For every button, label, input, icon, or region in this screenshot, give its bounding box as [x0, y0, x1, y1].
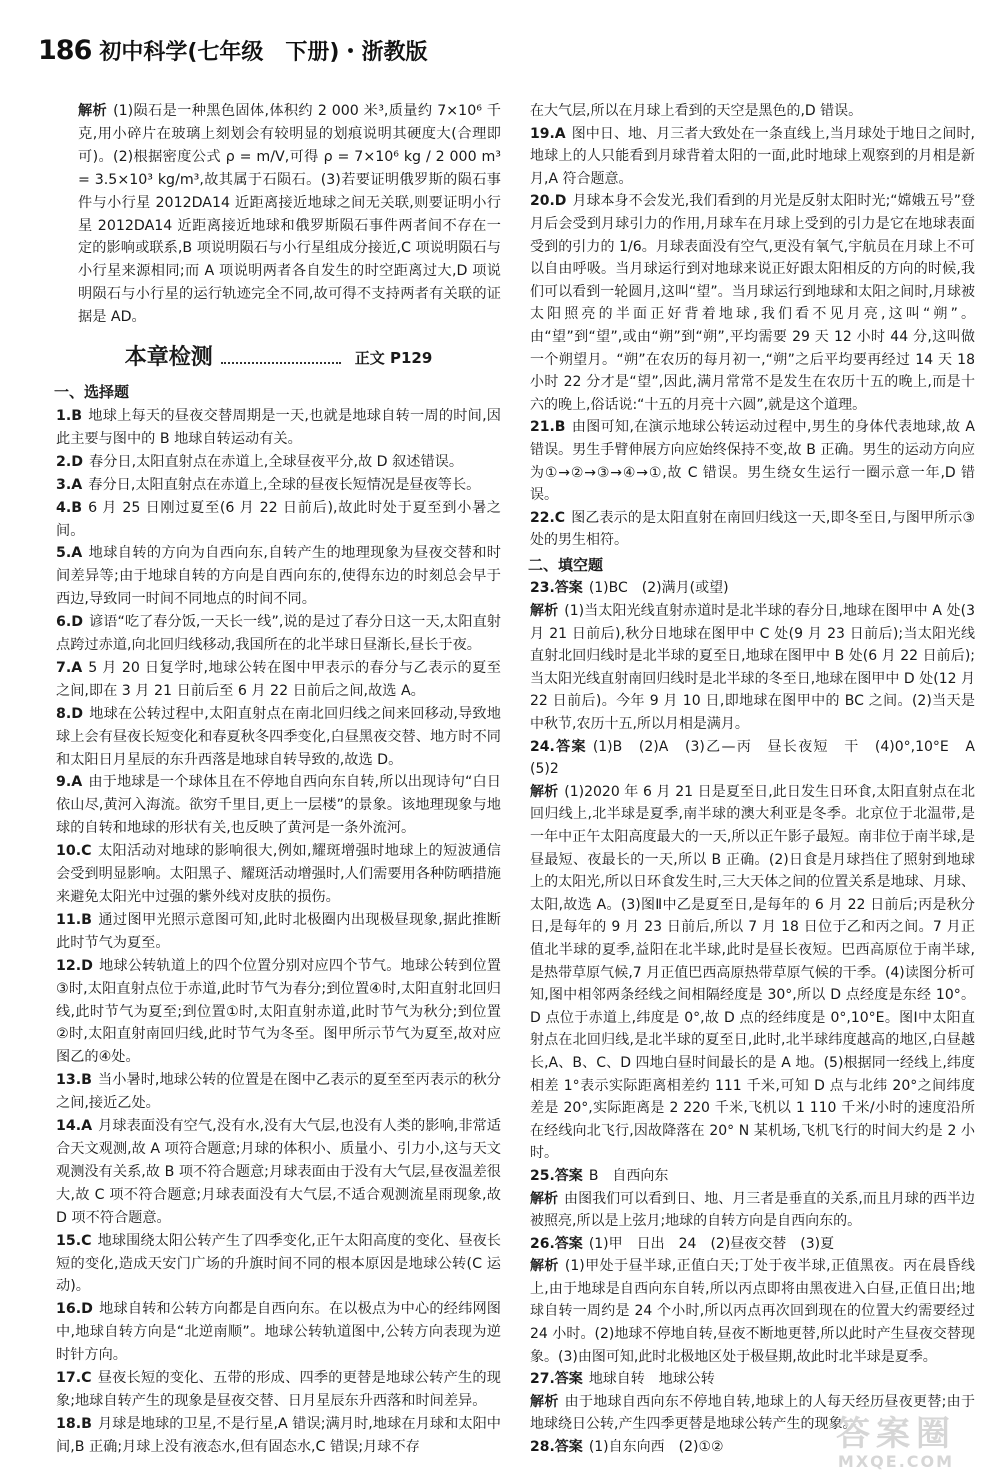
- chapter-ref: 正文 P129: [354, 348, 433, 367]
- answer-text: 地球自转和公转方向都是自西向东。在以极点为中心的经纬网图中,地球自转方向是“北逆南顺”。地球公转轨道图中,公转方向表现为逆时针方向。: [56, 1301, 501, 1364]
- answer-item: [56, 955, 501, 1070]
- analysis-text: 由图我们可以看到日、地、月三者是垂直的关系,而且月球的西半边被照亮,所以是上弦月;地球的自转方向是自西向东的。: [530, 1190, 976, 1230]
- analysis-text: (1)2020 年 6 月 21 日是夏至日,此日发生日环食,太阳直射点在北回归线上,北半球是夏季,南半球的澳大利亚是冬季。北京位于北温带,是一年中正午太阳高度最大的一天,所以正午影子最短。南非位于南半球,是昼最短、夜最长的一天,所以 B 正确。(2)日食是月球挡住了照射到地球上的太阳光,所以日环食发生时,三大天体之间的位置关系是地球、月球、太阳,故选 A。(3)图Ⅱ中乙是夏至日,是每年的 6 月 22 日前后;丙是秋分日,是每年的 9 月 23 日前后,所以 7 月 18 日位于乙和丙之间。7 月正值北半球的夏季,益阳在北半球,此时是昼长夜短。巴西高原位于南半球,是热带草原气候,7 月正值巴西高原热带草原气候的干季。(4)读图分析可知,图中相邻两条经线之间相隔经度是 30°,所以 D 点经度是东经 10°。D 点位于赤道上,纬度是 0°,故 D 点的经纬度是 0°,10°E。图Ⅰ中太阳直射点在北回归线,是北半球的夏至日,此时,北半球纬度越高的地区,白昼越长,A、B、C、D 四地白昼时间最长的是 A 地。(5)根据同一经线上,纬度相差 1°表示实际距离相差约 111 千米,可知 D 点与北纬 20°之间纬度差是 20°,实际距离是 2 220 千米,飞机以 1 110 千米/小时的速度沿所在经线向北飞行,因故降落在 20° N 某机场,飞机飞行的时间大约是 2 小时。: [530, 783, 976, 1162]
- answer-label: 25.答案: [530, 1167, 583, 1184]
- answer-label: 21.B: [530, 419, 566, 436]
- answer-value: (1)B (2)A (3)乙—丙 昼长夜短 干 (4)0°,10°E A (5)2: [530, 738, 989, 778]
- analysis-label: 解析: [530, 1190, 559, 1207]
- answer-text: 6 月 25 日刚过夏至(6 月 22 日前后),故此时处于夏至到小暑之间。: [56, 499, 501, 539]
- answer-item: [56, 1069, 501, 1115]
- answer-text: 春分日,太阳直射点在赤道上,全球的昼夜长短情况是昼夜等长。: [88, 476, 481, 493]
- answer-label: 3.A: [56, 476, 83, 493]
- answer-item: [56, 840, 501, 909]
- answer-label: 15.C: [56, 1232, 92, 1249]
- analysis-text: (1)当太阳光线直射赤道时是北半球的春分日,地球在图甲中 A 处(3 月 21 日前后),秋分日地球在图甲中 C 处(9 月 23 日前后);当太阳光线直射北回归线时是北半球的夏至日,地球在图甲中 B 处(6 月 22 日前后);当太阳光线直射南回归线时是北半球的冬至日,地球在图甲中 D 处(12 月 22 日前后)。今年 9 月 10 日,即地球在图甲中的 BC 之间。(2)当天是中秋节,农历十五,所以月相是满月。: [530, 603, 975, 733]
- fill-answer: [530, 1165, 975, 1188]
- answer-text: 谚语“吃了春分饭,一天长一线”,说的是过了春分日这一天,太阳直射点跨过赤道,向北回归线移动,我国所在的北半球日昼渐长,昼长于夜。: [56, 614, 501, 654]
- answer-item: [56, 542, 501, 611]
- analysis-label: 解析: [530, 603, 559, 620]
- answer-item: [56, 497, 501, 543]
- answer-item: [56, 451, 501, 474]
- answer-label: 5.A: [56, 545, 83, 562]
- answer-text: 通过图甲光照示意图可知,此时北极圈内出现极昼现象,据此推断此时节气为夏至。: [56, 911, 501, 951]
- answer-label: 28.答案: [530, 1439, 583, 1456]
- answer-label: 11.B: [56, 911, 92, 928]
- answer-item: [56, 611, 501, 657]
- choice-answer-list-continued: [530, 100, 975, 552]
- answer-label: 9.A: [56, 774, 83, 791]
- answer-text: 月球本身不会发光,我们看到的月光是反射太阳时光;“嫦娥五号”登月后会受到月球引力的作用,月球车在月球上受到的引力是它在地球表面受到的引力的 1/6。月球表面没有空气,更没有氧气,宇航员在月球上不可以自由呼吸。当月球运行到对地球来说正好跟太阳相反的方向的时候,我们可以看到一轮圆月,这叫“望”。当月球运行到地球和太阳之间时,月球被太阳照亮的半面正好背着地球,我们看不见月亮,这叫“朔”。由“望”到“望”,或由“朔”到“朔”,平均需要 29 天 12 小时 44 分,这叫做一个朔望月。“朔”在农历的每月初一,“朔”之后平均要再经过 14 天 18 小时 22 分才是“望”,因此,满月常常不是发生在农历十五的晚上,而是十六的晚上,俗话说:“十五的月亮十六圆”,就是这个道理。: [530, 193, 975, 413]
- answer-text: 月球表面没有空气,没有水,没有大气层,也没有人类的影响,非常适合天文观测,故 A 项符合题意;月球的体积小、质量小、引力小,这与天文观测没有关系,故 B 项不符合题意;月球表面由于没有大气层,昼夜温差很大,故 C 项不符合题意;月球表面没有大气层,不适合观测流星雨现象,故 D 项不符合题意。: [56, 1118, 501, 1226]
- answer-item: [56, 1298, 501, 1367]
- page-number: 186: [38, 34, 92, 66]
- intro-analysis: [56, 100, 501, 329]
- answer-text: 昼夜长短的变化、五带的形成、四季的更替是地球公转产生的现象;地球自转产生的现象是昼夜交替、日月星辰东升西落和时间差异。: [56, 1370, 501, 1409]
- answer-text: 太阳活动对地球的影响很大,例如,耀斑增强时地球上的短波通信会受到明显影响。太阳黑子、耀斑活动增强时,人们需要用各种防晒措施来避免太阳光中过强的紫外线对皮肤的损伤。: [56, 843, 501, 905]
- answer-label: 17.C: [56, 1370, 92, 1387]
- answer-label: 8.D: [56, 705, 84, 722]
- choice-answer-list: [56, 405, 501, 1459]
- answer-item: [530, 100, 975, 123]
- answer-value: (1)自东向西 (2)①②: [588, 1439, 724, 1456]
- answer-text: 地球围绕太阳公转产生了四季变化,正午太阳高度的变化、昼夜长短的变化,造成天安门广场的升旗时间不同的根本原因是地球公转(C 运动)。: [56, 1232, 501, 1295]
- answer-label: 26.答案: [530, 1235, 583, 1252]
- watermark-sub: MXQE.COM: [837, 1452, 955, 1471]
- answer-item: [530, 123, 975, 191]
- chapter-heading: [56, 341, 501, 375]
- answer-value: (1)甲 日出 24 (2)昼夜交替 (3)夏: [588, 1235, 835, 1252]
- chapter-title: 本章检测: [124, 344, 213, 370]
- answer-text: 地球在公转过程中,太阳直射点在南北回归线之间来回移动,导致地球上会有昼夜长短变化和春夏秋冬四季变化,白昼黑夜交替、地方时不同和太阳日月星辰的东升西落是地球自转导致的,故选 D。: [56, 705, 501, 768]
- answer-label: 24.答案: [530, 738, 587, 755]
- answer-label: 23.答案: [530, 580, 583, 597]
- answer-text: 图中日、地、月三者大致处在一条直线上,当月球处于地日之间时,地球上的人只能看到月球背着太阳的一面,此时地球上观察到的月相是新月,A 符合题意。: [530, 125, 975, 187]
- answer-text: 地球上每天的昼夜交替周期是一天,也就是地球自转一周的时间,因此主要与图中的 B 地球自转运动有关。: [56, 407, 501, 447]
- intro-text: (1)陨石是一种黑色固体,体积约 2 000 米³,质量约 7×10⁶ 千克,用小碎片在玻璃上刻划会有较明显的划痕说明其硬度大(合理即可)。(2)根据密度公式 ρ = m/V,可得 ρ = 7×10⁶ kg / 2 000 m³ = 3.5×10³ kg/m³,故其属于石陨石。(3)若要证明俄罗斯的陨石事件与小行星 2012DA14 近距离接近地球之间无关联,则要证明小行星 2012DA14 近距离接近地球和俄罗斯陨石事件两者间不存在一定的影响或联系,B 项说明陨石与小行星组成分接近,C 项说明陨石与小行星来源相同;而 A 项说明两者各自发生的时空距离过大,D 项说明陨石与小行星的运行轨迹完全不同,故可得不支持两者有关联的证据是 AD。: [78, 103, 501, 326]
- answer-text: 地球自转的方向为自西向东,自转产生的地理现象为昼夜交替和时间差异等;由于地球自转的方向是自西向东的,使得东边的时刻总会早于西边,导致同一时间不同地点的时间不同。: [56, 545, 501, 608]
- answer-item: [56, 1367, 501, 1413]
- fill-analysis: [530, 781, 975, 1165]
- answer-label: 19.A: [530, 125, 566, 142]
- answer-item: [56, 657, 501, 703]
- analysis-label: 解析: [530, 783, 559, 800]
- answer-item: [530, 416, 975, 506]
- answer-text: 5 月 20 日复学时,地球公转在图中甲表示的春分与乙表示的夏至之间,即在 3 月 21 日前后至 6 月 22 日前后之间,故选 A。: [56, 659, 501, 699]
- watermark-logo: [816, 1414, 976, 1472]
- answer-item: [56, 474, 501, 497]
- answer-label: 20.D: [530, 193, 567, 210]
- fill-analysis: [530, 600, 975, 736]
- section-heading-choice: 一、选择题: [54, 383, 130, 402]
- answer-item: [530, 507, 975, 552]
- fill-analysis: [530, 1255, 975, 1368]
- intro-label: 解析: [78, 103, 108, 119]
- fill-answer: [530, 1368, 975, 1391]
- answer-text: 地球公转轨道上的四个位置分别对应四个节气。地球公转到位置③时,太阳直射点位于赤道,此时节气为春分;到位置④时,太阳直射北回归线,此时节气为夏至;到位置①时,太阳直射赤道,此时节气为秋分;到位置②时,太阳直射南回归线,此时节气为冬至。图甲所示节气为夏至,故对应图乙的④处。: [56, 957, 501, 1066]
- analysis-text: 由于地球自西向东不停地自转,地球上的人每天经历昼夜更替;由于地球绕日公转,产生四季更替是地球公转产生的现象。: [530, 1393, 975, 1433]
- fill-answer-list: [530, 577, 989, 1458]
- answer-text: 在大气层,所以在月球上看到的天空是黑色的,D 错误。: [530, 103, 863, 119]
- answer-value: 地球自转 地球公转: [588, 1371, 715, 1388]
- answer-text: 图乙表示的是太阳直射在南回归线这一天,即冬至日,与图甲所示③处的男生相符。: [530, 509, 975, 549]
- answer-label: 6.D: [56, 614, 84, 631]
- right-column: [528, 100, 989, 1459]
- answer-text: 由图可知,在演示地球公转运动过程中,男生的身体代表地球,故 A 错误。男生手臂伸展方向应始终保持不变,故 B 正确。男生的运动方向应为①→②→③→④→①,故 C 错误。男生绕女生运行一圈示意一年,D 错误。: [530, 419, 975, 504]
- analysis-text: (1)甲处于昼半球,正值白天;丁处于夜半球,正值黑夜。丙在晨昏线上,由于地球是自西向东自转,所以丙点即将由黑夜进入白昼,正值日出;地球自转一周约是 24 个小时,所以丙点再次回到现在的位置大约需要经过 24 小时。(2)地球不停地自转,昼夜不断地更替,所以此时产生昼夜交替现象。(3)由图可知,此时北极地区处于极昼期,故此时北半球是夏季。: [530, 1258, 975, 1365]
- answer-label: 1.B: [56, 407, 83, 424]
- fill-answer: [530, 736, 989, 781]
- answer-item: [56, 771, 501, 840]
- answer-text: 月球是地球的卫星,不是行星,A 错误;满月时,地球在月球和太阳中间,B 正确;月球上没有液态水,但有固态水,C 错误;月球不存: [56, 1415, 501, 1455]
- answer-label: 14.A: [56, 1118, 93, 1135]
- answer-text: 当小暑时,地球公转的位置是在图中乙表示的夏至至丙表示的秋分之间,接近乙处。: [56, 1072, 501, 1112]
- page-header: [38, 32, 428, 68]
- answer-label: 7.A: [56, 659, 83, 676]
- fill-answer: [530, 577, 975, 600]
- analysis-label: 解析: [530, 1258, 559, 1275]
- section-heading-fill: 二、填空题: [528, 555, 604, 574]
- answer-label: 27.答案: [530, 1371, 583, 1388]
- answer-label: 18.B: [56, 1415, 92, 1432]
- answer-value: (1)BC (2)满月(或望): [588, 580, 729, 597]
- answer-item: [56, 909, 501, 955]
- answer-label: 10.C: [56, 843, 92, 860]
- fill-analysis: [530, 1188, 975, 1233]
- answer-item: [530, 190, 975, 416]
- analysis-label: 解析: [530, 1393, 559, 1410]
- answer-label: 4.B: [56, 499, 83, 516]
- answer-item: [56, 405, 501, 451]
- answer-label: 22.C: [530, 509, 566, 526]
- answer-item: [56, 703, 501, 772]
- leader-dots: [221, 352, 341, 364]
- answer-label: 13.B: [56, 1072, 92, 1089]
- answer-value: B 自西向东: [588, 1167, 669, 1184]
- fill-answer: [530, 1233, 975, 1256]
- answer-item: [56, 1115, 501, 1230]
- answer-label: 12.D: [56, 957, 93, 974]
- book-title: 初中科学(七年级 下册)・浙教版: [99, 39, 428, 65]
- watermark-main: 答案圈: [836, 1414, 956, 1454]
- answer-text: 春分日,太阳直射点在赤道上,全球昼夜平分,故 D 叙述错误。: [89, 453, 464, 470]
- answer-label: 16.D: [56, 1301, 93, 1318]
- left-column: [56, 100, 501, 1459]
- answer-item: [56, 1230, 501, 1299]
- answer-text: 由于地球是一个球体且在不停地自西向东自转,所以出现诗句“白日依山尽,黄河入海流。欲穷千里目,更上一层楼”的景象。该地理现象与地球的自转和地球的形状有关,也反映了黄河是一条外流河。: [56, 774, 501, 837]
- answer-item: [56, 1413, 501, 1459]
- answer-label: 2.D: [56, 453, 84, 470]
